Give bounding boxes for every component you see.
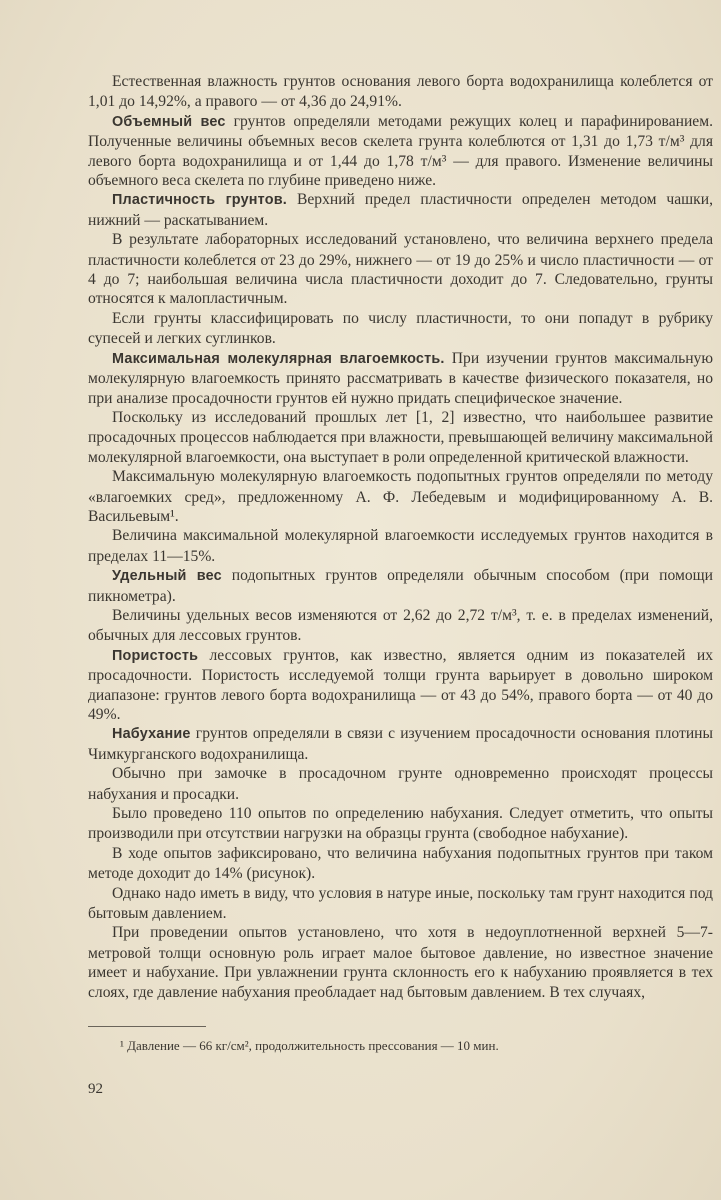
paragraph-13: Набухание грунтов определяли в связи с изучением просадочности основания плотины Чимкурганского водохранилища. [88,725,713,763]
footnote [120,1038,680,1054]
paragraph-17: Однако надо иметь в виду, что условия в натуре иные, поскольку там грунт находится под бытовым давлением. [88,884,713,923]
paragraph-9: Величина максимальной молекулярной влагоемкости исследуемых грунтов находится в пределах 11—15%. [88,527,713,565]
paragraph-12: Пористость лессовых грунтов, как известно, является одним из показателей их просадочности. Пористость исследуемой толщи грунта варьирует в довольно широком диапазоне: грунтов левого борта водохранилища — от 43 до 54%, правого борта — от 40 до 49%. [88,646,713,723]
paragraph-5: Если грунты классифицировать по числу пластичности, то они попадут в рубрику супесей и легких суглинков. [88,309,713,348]
paragraph-4: В результате лабораторных исследований установлено, что величина верхнего предела пластичности колеблется от 23 до 29%, нижнего — от 19 до 25% и число пластичности — от 4 до 7; наибольшая величина числа пластичности доходит до 7. Следовательно, грунты относятся к малопластичным. [88,231,713,308]
paragraph-10: Удельный вес подопытных грунтов определяли обычным способом (при помощи пикнометра). [88,567,714,605]
paragraph-8: Максимальную молекулярную влагоемкость подопытных грунтов определяли по методу «влагоемких сред», предложенному А. Ф. Лебедевым и модифицированному А. В. Васильевым¹. [88,468,713,525]
footnote-divider [88,1026,206,1027]
paragraph-1: Естественная влажность грунтов основания левого борта водохранилища колеблется от 1,01 до 14,92%, а правого — от 4,36 до 24,91%. [88,73,713,111]
paragraph-7: Поскольку из исследований прошлых лет [1, 2] известно, что наибольшее развитие просадочных процессов наблюдается при влажности, превышающей величину максимальной молекулярной влагоемкости, она выступает в роли определенной критической влажности. [88,408,713,466]
paragraph-3: Пластичность грунтов. Верхний предел пластичности определен методом чашки, нижний — раскатыванием. [88,191,713,229]
paragraph-6: Максимальная молекулярная влагоемкость. При изучении грунтов максимальную молекулярную влагоемкость принято рассматривать в качестве физического показателя, но при анализе просадочности грунтов ей нужно придать специфическое значение. [88,349,714,407]
footnote-mark: ¹ [120,1038,124,1053]
footnote-text: Давление — 66 кг/см², продолжительность прессования — 10 мин. [127,1038,499,1053]
paragraph-16: В ходе опытов зафиксировано, что величина набухания подопытных грунтов при таком методе доходит до 14% (рисунок). [88,844,713,883]
main-text [88,72,713,1002]
paragraph-2: Объемный вес грунтов определяли методами режущих колец и парафинированием. Полученные величины объемных весов скелета грунта колеблются от 1,31 до 1,73 т/м³ для левого борта водохранилища и от 1,44 до 1,78 т/м³ — для правого. Изменение величины объемного веса скелета по глубине приведено ниже. [88,112,713,190]
paragraph-11: Величины удельных весов изменяются от 2,62 до 2,72 т/м³, т. е. в пределах изменений, обычных для лессовых грунтов. [88,606,713,645]
paragraph-14: Обычно при замочке в просадочном грунте одновременно происходят процессы набухания и просадки. [88,765,713,803]
page-number: 92 [88,1081,103,1097]
paragraph-18: При проведении опытов установлено, что хотя в недоуплотненной верхней 5—7-метровой толщи основную роль играет малое бытовое давление, но известное значение имеет и набухание. При увлажнении грунта склонность его к набуханию проявляется в тех слоях, где давление набухания преобладает над бытовым давлением. В тех случаях, [88,924,713,1001]
paragraph-15: Было проведено 110 опытов по определению набухания. Следует отметить, что опыты производили при отсутствии нагрузки на образцы грунта (свободное набухание). [88,805,713,843]
